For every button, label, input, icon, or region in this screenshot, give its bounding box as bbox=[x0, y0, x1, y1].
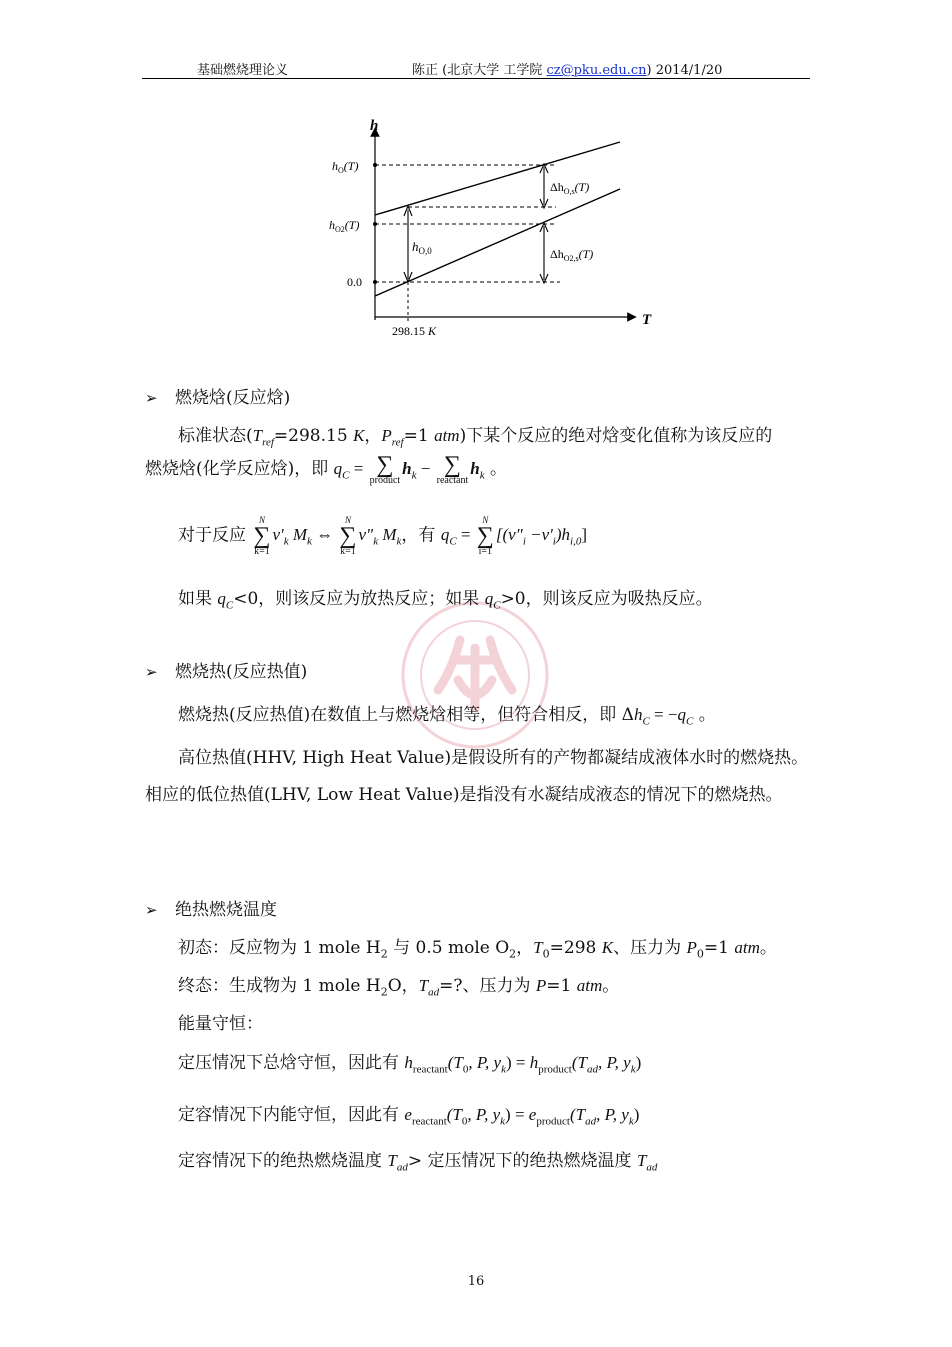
x-axis-label: T bbox=[642, 312, 652, 328]
constant-pressure-line: 定压情况下总焓守恒，因此有 $h_{reactant}(T_0$, P, $y_k) = h_{product}(T_{ad}$, P, $y_k$) bbox=[178, 1053, 642, 1076]
header-author-info: 陈正 (北京大学 工学院 cz@pku.edu.cn) 2014/1/20 bbox=[412, 63, 723, 78]
combustion-enthalpy-formula: 燃烧焓(化学反应焓)，即 $q_C$ = ∑ product $h_k$ − ∑ reactant $h_k$ 。 bbox=[145, 452, 508, 487]
email-link[interactable]: cz@pku.edu.cn bbox=[546, 63, 647, 78]
hhv-lhv-paragraph: 高位热值(HHV, High Heat Value)是假设所有的产物都凝结成液体水时的燃烧热。相应的低位热值(LHV, Low Heat Value)是指没有水凝结成液态的情况下的燃烧热。 bbox=[145, 748, 809, 805]
hO2-tick-dot bbox=[373, 222, 377, 226]
page-number: 16 bbox=[467, 1274, 485, 1289]
y-axis-label: h bbox=[370, 118, 379, 134]
university-seal-watermark bbox=[400, 600, 550, 750]
hO00-arrow bbox=[404, 206, 412, 282]
constant-volume-line: 定容情况下内能守恒，因此有 $e_{reactant}(T_0$, P, $y_k) = e_{product}(T_{ad}$, P, $y_k$) bbox=[178, 1105, 640, 1128]
header-title: 基础燃烧理论义 bbox=[197, 63, 289, 78]
reaction-heat-formula: 对于反应 N ∑ k=1 $\nu'_k$ $M_k$ ⇔ N ∑ k=1 $\nu"_k$ $M_k$，有 $q_C$ = N ∑ i=1 $[(\nu"_i -\nu'_i)h_{i,0}]$ bbox=[178, 515, 588, 557]
x-tick-label: 298.15 K bbox=[392, 324, 437, 338]
dhO-arrow bbox=[540, 164, 548, 208]
hO-tick-dot bbox=[373, 163, 377, 167]
section-title-combustion-enthalpy: ➢ 燃烧焓(反应焓) bbox=[145, 388, 291, 408]
section-title-adiabatic-flame-temperature: ➢ 绝热燃烧温度 bbox=[145, 900, 277, 920]
hO-line bbox=[375, 142, 620, 215]
heat-of-combustion-paragraph: 燃烧热(反应热值)在数值上与燃烧焓相等，但符合相反，即 $\Delta h_C = -q_C$ 。 bbox=[178, 705, 716, 728]
tick-zero-label: 0.0 bbox=[347, 275, 362, 289]
enthalpy-temperature-diagram bbox=[320, 112, 660, 344]
page-header bbox=[142, 58, 810, 79]
tick-hO-label: $h_O(T)$ bbox=[332, 159, 359, 175]
hO00-label: $h_{O,0}$ bbox=[412, 239, 432, 256]
tick-hO2-label: $h_{O2}(T)$ bbox=[329, 218, 360, 234]
energy-conservation-line: 能量守恒： bbox=[178, 1014, 263, 1034]
final-state-line: 终态：生成物为 1 mole $H_2O$，$T_{ad}=$?、压力为 P=1 atm。 bbox=[178, 976, 620, 999]
section-title-heat-of-combustion: ➢ 燃烧热(反应热值) bbox=[145, 662, 308, 682]
initial-state-line: 初态：反应物为 1 mole $H_2$ 与 0.5 mole $O_2$，$T_0=298$ K、压力为 $P_0=1$ atm。 bbox=[178, 938, 777, 961]
dhO2-arrow bbox=[540, 223, 548, 283]
zero-tick-dot bbox=[373, 280, 377, 284]
adiabatic-temperature-comparison-line: 定容情况下的绝热燃烧温度 $T_{ad}>$ 定压情况下的绝热燃烧温度 $T_{ad}$ bbox=[178, 1151, 658, 1174]
dhO-label: $\Delta h_{O,s}(T)$ bbox=[550, 180, 590, 196]
dhO2-label: $\Delta h_{O2,s}(T)$ bbox=[550, 247, 594, 263]
standard-state-paragraph: 标准状态($T_{ref}=298.15$ K，$P_{ref}=1$ atm)下某个反应的绝对焓变化值称为该反应的 bbox=[178, 426, 773, 449]
exothermic-endothermic-paragraph: 如果 $q_C<0$，则该反应为放热反应；如果 $q_C>0$，则该反应为吸热反应。 bbox=[178, 589, 713, 612]
